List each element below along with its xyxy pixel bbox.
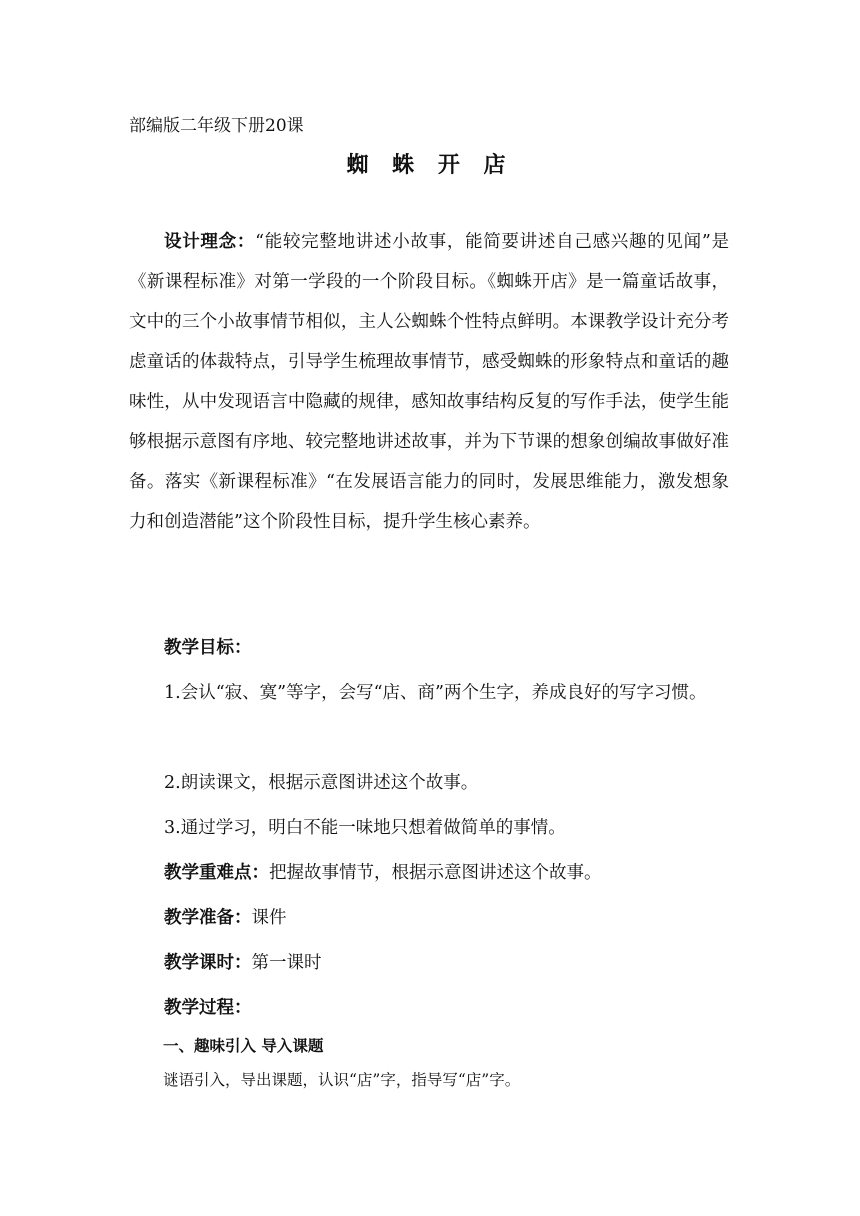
- objective-item-2: 2.朗读课文，根据示意图讲述这个故事。: [164, 773, 479, 793]
- objective-item-3: 3.通过学习，明白不能一味地只想着做简单的事情。: [164, 818, 566, 838]
- period-paragraph: [129, 943, 729, 983]
- design-philosophy-paragraph: [129, 222, 729, 542]
- design-philosophy-label: 设计理念：: [164, 232, 256, 252]
- course-line: 部编版二年级下册20课: [129, 116, 304, 136]
- key-points-label: 教学重难点：: [164, 863, 269, 883]
- objectives-label: 教学目标：: [164, 638, 252, 658]
- process-section-1-title: 一、趣味引入 导入课题: [163, 1036, 324, 1055]
- design-philosophy-text: “能较完整地讲述小故事，能简要讲述自己感兴趣的见闻”是《新课程标准》对第一学段的一个阶段目标。《蜘蛛开店》是一篇童话故事，文中的三个小故事情节相似，主人公蜘蛛个性特点鲜明。本课教学设计充分考虑童话的体裁特点，引导学生梳理故事情节，感受蜘蛛的形象特点和童话的趣味性，从中发现语言中隐藏的规律，感知故事结构反复的写作手法，使学生能够根据示意图有序地、较完整地讲述故事，并为下节课的想象创编故事做好准备。落实《新课程标准》“在发展语言能力的同时，发展思维能力，激发想象力和创造潜能”这个阶段性目标，提升学生核心素养。: [129, 232, 729, 532]
- process-section-1-text: 谜语引入，导出课题，认识“店”字，指导写“店”字。: [163, 1071, 521, 1089]
- objective-item-1: 1.会认“寂、寞”等字，会写“店、商”两个生字，养成良好的写字习惯。: [164, 683, 707, 703]
- key-points-paragraph: [129, 853, 729, 893]
- lesson-title: 蜘 蛛 开 店: [346, 152, 514, 178]
- process-label: 教学过程：: [164, 998, 252, 1018]
- preparation-paragraph: [129, 898, 729, 938]
- period-label: 教学课时：: [164, 953, 252, 973]
- period-text: 第一课时: [251, 953, 322, 973]
- preparation-text: 课件: [251, 908, 287, 928]
- preparation-label: 教学准备：: [164, 908, 252, 928]
- key-points-text: 把握故事情节，根据示意图讲述这个故事。: [269, 863, 602, 883]
